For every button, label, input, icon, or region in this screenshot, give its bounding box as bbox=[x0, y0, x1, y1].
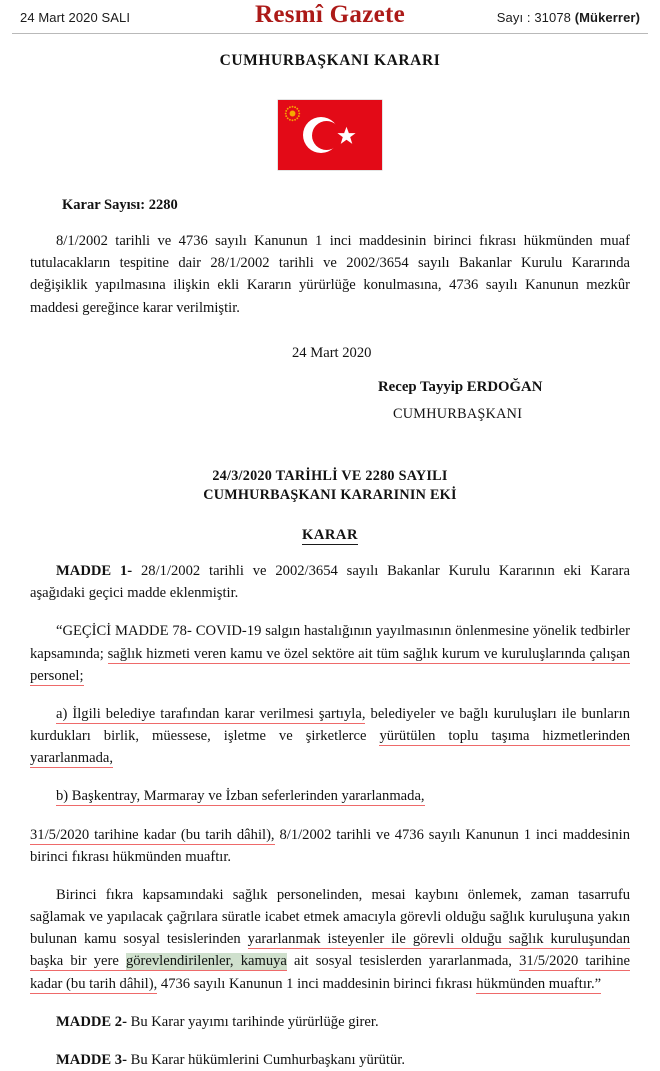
decision-number: Karar Sayısı: 2280 bbox=[62, 197, 178, 213]
madde-1-paragraph bbox=[30, 560, 630, 604]
signatory-name: Recep Tayyip ERDOĞAN bbox=[378, 378, 543, 395]
annex-title bbox=[30, 467, 630, 505]
signatory-role: CUMHURBAŞKANI bbox=[393, 405, 523, 422]
gecici-madde-label: “GEÇİCİ MADDE 78- bbox=[56, 623, 192, 640]
masthead bbox=[0, 0, 660, 34]
madde-1-label: MADDE 1- bbox=[56, 563, 133, 580]
annex-title-line1: 24/3/2020 TARİHLİ VE 2280 SAYILI bbox=[212, 467, 448, 484]
gecici-madde-closing-paragraph bbox=[30, 824, 630, 868]
madde-2-paragraph bbox=[30, 1011, 630, 1033]
madde-3-paragraph bbox=[30, 1049, 630, 1071]
sun-icon bbox=[284, 105, 301, 122]
preamble-paragraph: 8/1/2002 tarihli ve 4736 sayılı Kanunun 1 inci maddesinin birinci fıkrası hükmünden muaf tutulacakların tespitine dair 28/1/2002 tarihli ve 2002/3654 sayılı Bakanlar Kurulu Kararında değişiklik yapılmasına ilişkin ekli Kararın yürürlüğe konulmasına, 4736 sayılı Kanunun mezkûr maddesi gereğince karar verilmiştir. bbox=[30, 233, 630, 316]
star-icon bbox=[337, 126, 356, 145]
masthead-divider bbox=[12, 33, 648, 34]
closing-rest: 8/1/2002 tarihli ve 4736 sayılı Kanunun 1 inci maddesinin birinci fıkrası hükmünden muaftır. bbox=[30, 826, 631, 865]
second-paragraph-underlined-1: yararlanmak isteyenler ile görevli olduğu sağlık kuruluşundan başka bir yere bbox=[30, 931, 630, 970]
madde-3-text: Bu Karar hükümlerini Cumhurbaşkanı yürütür. bbox=[126, 1051, 405, 1068]
gecici-madde-paragraph bbox=[30, 620, 630, 687]
clause-a-paragraph bbox=[30, 703, 630, 770]
annex-heading-text: KARAR bbox=[301, 527, 358, 544]
issue-number: Sayı : 31078 bbox=[496, 9, 575, 25]
second-paragraph-highlighted: görevlendirilenler, kamuya bbox=[125, 953, 287, 970]
madde-2-label: MADDE 2- bbox=[56, 1013, 127, 1030]
clause-b-paragraph bbox=[30, 785, 630, 807]
madde-3-label: MADDE 3- bbox=[56, 1051, 127, 1068]
annex-title-line2: CUMHURBAŞKANI KARARININ EKİ bbox=[203, 486, 457, 503]
clause-a-underlined-transport: yürütülen toplu taşıma hizmetlerinden yararlanmada, bbox=[30, 728, 630, 767]
document-body bbox=[30, 42, 630, 1071]
second-paragraph-seg3: 4736 sayılı Kanunun 1 inci maddesinin birinci fıkrası bbox=[157, 975, 477, 992]
annex-heading bbox=[30, 527, 630, 544]
closing-underlined-date: 31/5/2020 tarihine kadar (bu tarih dâhil), bbox=[30, 826, 275, 843]
page-title: CUMHURBAŞKANI KARARI bbox=[219, 52, 441, 69]
madde-2-text: Bu Karar yayımı tarihinde yürürlüğe girer. bbox=[126, 1013, 379, 1030]
clause-a-rest: belediyeler ve bağlı kuruluşları ile bunların kurdukları birlik, müessese, işletme ve şirketlerce bbox=[30, 705, 630, 745]
second-paragraph-underlined-end: hükmünden muaftır.” bbox=[476, 975, 602, 992]
second-paragraph-seg2: ait sosyal tesislerden yararlanmada, bbox=[286, 953, 520, 970]
gecici-madde-underlined-personnel: sağlık hizmeti veren kamu ve özel sektöre ait tüm sağlık kurum ve kuruluşlarında çalışan personel; bbox=[30, 645, 630, 684]
second-paragraph-underlined-date: 31/5/2020 tarihine kadar (bu tarih dâhil), bbox=[30, 953, 630, 992]
second-paragraph-seg1: Birinci fıkra kapsamındaki sağlık personelinden, mesai kaybını önlemek, zaman tasarrufu sağlamak ve yapılacak çağrılara süratle icabet etmek amacıyla görevli olduğu sağlık kuruluşuna yakın bulunan kamu sosyal tesislerinden bbox=[30, 886, 630, 948]
gazette-brand-title: Resmî Gazete bbox=[254, 1, 406, 28]
masthead-issue bbox=[497, 10, 640, 25]
madde-1-text: 28/1/2002 tarihli ve 2002/3654 sayılı Bakanlar Kurulu Kararının eki Karara aşağıdaki geçici madde eklenmiştir. bbox=[30, 563, 630, 602]
masthead-date: 24 Mart 2020 SALI bbox=[20, 9, 131, 25]
second-paragraph bbox=[30, 884, 630, 995]
clause-a-underlined-condition: a) İlgili belediye tarafından karar verilmesi şartıyla, bbox=[56, 705, 366, 722]
clause-b-underlined: b) Başkentray, Marmaray ve İzban seferlerinden yararlanmada, bbox=[56, 788, 425, 805]
turkish-flag-icon bbox=[278, 100, 382, 170]
gecici-madde-seg1: COVID-19 salgın hastalığının yayılmasının önlenmesine yönelik tedbirler kapsamında; bbox=[30, 623, 630, 662]
flag-container bbox=[30, 100, 630, 170]
signature-date: 24 Mart 2020 bbox=[292, 344, 372, 361]
issue-mukerrer-label: (Mükerrer) bbox=[574, 9, 640, 25]
